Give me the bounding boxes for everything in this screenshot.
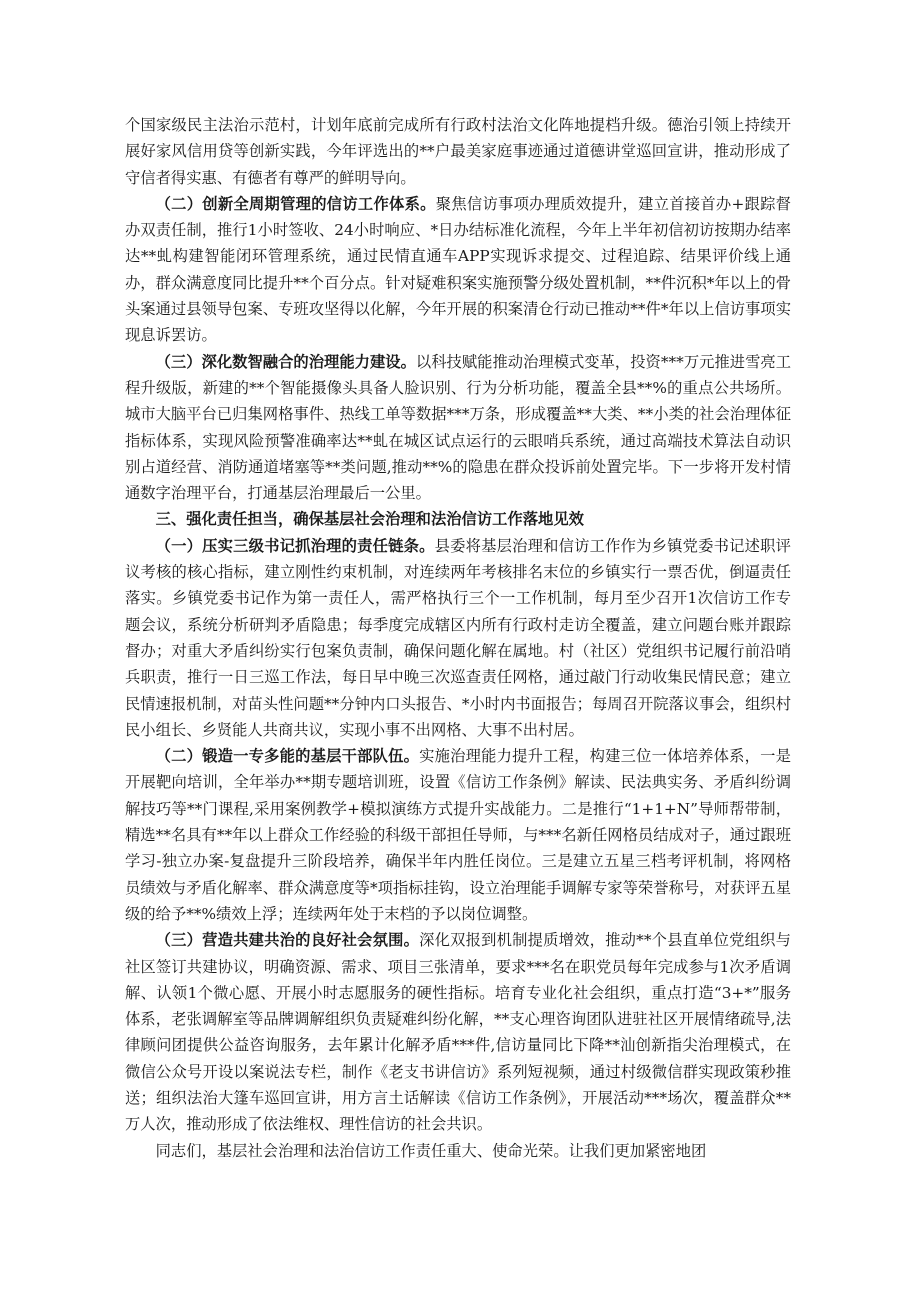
paragraph-body: 深化双报到机制提质增效，推动**个县直单位党组织与社区签订共建协议，明确资源、需求、项目三张清单，要求***名在职党员每年完成参与1次矛盾调解、认领1个微心愿、开展小时志愿服务的硬性指标。培育专业化社会组织，重点打造“3+*”服务体系，老张调解室等品牌调解组织负责疑难纠纷化解，**支心理咨询团队进驻社区开展情绪疏导,法律顾问团提供公益咨询服务，去年累计化解矛盾***件,信访量同比下降**汕创新指尖治理模式，在微信公众号开设以案说法专栏，制作《老支书讲信访》系列短视频，通过村级微信群实现政策秒推送；组织法治大篷车巡回宣讲，用方言土话解读《信访工作条例》，开展活动***场次，覆盖群众**万人次，推动形成了依法维权、理性信访的社会共识。 — [125, 931, 791, 1134]
paragraph-body: 聚焦信访事项办理质效提升，建立首接首办+跟踪督办双责任制，推行1小时签收、24小时响应、*日办结标准化流程，今年上半年初信初访按期办结率达**虬构建智能闭环管理系统，通过民情直通车APP实现诉求提交、过程追踪、结果评价线上通办，群众满意度同比提升**个百分点。针对疑难积案实施预警分级处置机制，**件沉积*年以上的骨头案通过县领导包案、专班攻坚得以化解，今年开展的积案清仓行动已推动**件*年以上信访事项实现息诉罢访。 — [125, 194, 791, 345]
opening-paragraph: 个国家级民主法治示范村，计划年底前完成所有行政村法治文化阵地提档升级。德治引领上持续开展好家风信用贷等创新实践，今年评选出的**户最美家庭事迹通过道德讲堂巡回宣讲，推动形成了守信者得实惠、有德者有尊严的鲜明导向。 — [125, 116, 791, 187]
document-body — [125, 112, 791, 1164]
paragraph-body: 实施治理能力提升工程，构建三位一体培养体系，一是开展靶向培训，全年举办**期专题培训班，设置《信访工作条例》解读、民法典实务、矛盾纠纷调解技巧等**门课程,采用案例教学+模拟演练方式提升实战能力。二是推行“1+1+N”导师帮带制，精选**名具有**年以上群众工作经验的科级干部担任导师，与***名新任网格员结成对子，通过跟班学习-独立办案-复盘提升三阶段培养，确保半年内胜任岗位。三是建立五星三档考评机制，将网格员绩效与矛盾化解率、群众满意度等*项指标挂钩，设立治理能手调解专家等荣誉称号，对获评五星级的给予**%绩效上浮；连续两年处于末档的予以岗位调整。 — [125, 747, 791, 923]
paragraph-2-3 — [125, 349, 791, 507]
paragraph-lead: （一）压实三级书记抓治理的责任链条。 — [155, 536, 435, 555]
paragraph-lead: （二）创新全周期管理的信访工作体系。 — [155, 194, 436, 213]
paragraph-body: 县委将基层治理和信访工作作为乡镇党委书记述职评议考核的核心指标，建立刚性约束机制，对连续两年考核排名末位的乡镇实行一票否优，倒逼责任落实。乡镇党委书记作为第一责任人，需严格执行三个一工作机制，每月至少召开1次信访工作专题会议，系统分析研判矛盾隐患；每季度完成辖区内所有行政村走访全覆盖，建立问题台账并跟踪督办；对重大矛盾纠纷实行包案负责制，确保问题化解在属地。村（社区）党组织书记履行前沿哨兵职责，推行一日三巡工作法，每日早中晚三次巡查责任网格，通过敲门行动收集民情民意；建立民情速报机制，对苗头性问题**分钟内口头报告、*小时内书面报告；每周召开院落议事会，组织村民小组长、乡贤能人共商共议，实现小事不出网格、大事不出村居。 — [125, 536, 791, 739]
paragraph-2-2 — [125, 191, 791, 349]
paragraph-3-2 — [125, 743, 791, 927]
paragraph-body: 以科技赋能推动治理模式变革，投资***万元推进雪亮工程升级版，新建的**个智能摄像头具备人脸识别、行为分析功能，覆盖全县**%的重点公共场所。城市大脑平台已归集网格事件、热线工单等数据***万条，形成覆盖**大类、**小类的社会治理体征指标体系，实现风险预警准确率达**虬在城区试点运行的云眼哨兵系统，通过高端技术算法自动识别占道经营、消防通道堵塞等**类问题,推动**%的隐患在群众投诉前处置完毕。下一步将开发村情通数字治理平台，打通基层治理最后一公里。 — [125, 352, 791, 503]
section-3-heading: 三、强化责任担当，确保基层社会治理和法治信访工作落地见效 — [155, 510, 584, 529]
paragraph-3-3 — [125, 927, 791, 1137]
paragraph-3-1 — [125, 533, 791, 743]
closing-paragraph: 同志们，基层社会治理和法治信访工作责任重大、使命光荣。让我们更加紧密地团 — [155, 1141, 707, 1160]
paragraph-lead: （三）深化数智融合的治理能力建设。 — [155, 352, 416, 371]
paragraph-lead: （二）锻造一专多能的基层干部队伍。 — [155, 747, 420, 766]
paragraph-lead: （三）营造共建共治的良好社会氛围。 — [155, 931, 420, 950]
